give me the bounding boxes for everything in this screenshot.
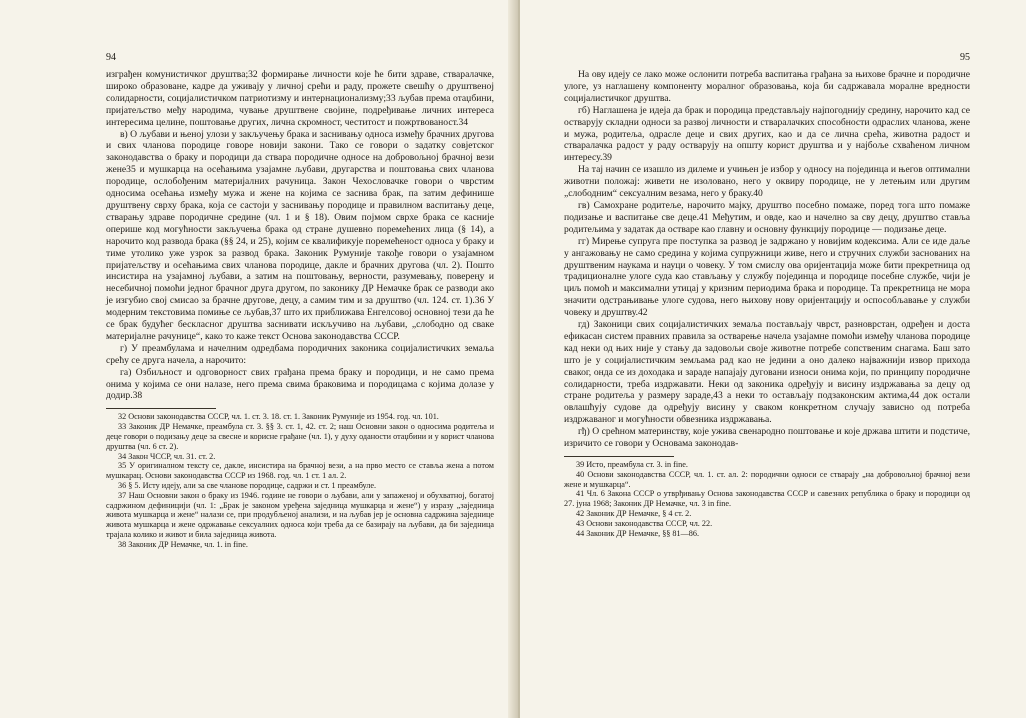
right-paragraph: гг) Мирење супруга пре поступка за развод је задржано у новијим кодексима. Али се иде даље у ангажовању не само средина у којима супружници живе, него и стручних служби заснованих на друштвеним наукама и науци о човеку. У том смислу ова оријентација може бити прекретница од традиционалне улоге суда као стављању у службу појединца и породице посебне службе, чији је циљ помоћ и максимални утицај у кризним периодима брака и породице. Та прекретница не мора значити одстрањивање улоге судова, него њихову нову оријентацију и оспособљавање у служби човеку и друштву.42 <box>564 235 970 319</box>
left-paragraph: г) У преамбулама и начелним одредбама породичних законика социјалистичких земаља срећу се друга начела, а нарочито: <box>106 342 494 366</box>
right-page <box>520 0 1026 718</box>
footnote: 34 Закон ЧССР, чл. 31. ст. 2. <box>118 451 216 461</box>
footnote: 39 Исто, преамбула ст. 3. in fine. <box>576 460 688 469</box>
footnote: 35 У оригиналном тексту се, дакле, инсистира на брачној вези, а на прво место се ставља жена а потом мушкарац. Основи законодавства СССР из 1968. год. чл. 1 ст. 1 ал. 2. <box>106 461 494 481</box>
right-paragraph: гб) Наглашена је идеја да брак и породица представљају најпогоднију средину, нарочито кад се остварују складни односи за развој личности и стваралачких способности одраслих чланова, жене и мужа, родитеља, одрасле деце и свих других, као и да се лична срећа, животна радост и стваралачка радост у раду остварују на општу корист друштва и у најбоље схваћеном личном интересу.39 <box>564 104 970 164</box>
left-paragraph: в) О љубави и њеној улози у закључењу брака и заснивању односа између брачних другова и свих чланова породице говоре новији закони. Тако се говори о задатку совјетског законодавства о браку и породици да ствара породичне односе на добровољној брачној вези жене35 и мушкарца на осећањима узајамне љубави, другарства и поштовања свих чланова породице, ослобођеним материјалних рачуница. Закон Чехословачке говори о чврстим односима осећања између мужа и жене на којима се заснива брак, па затим дефинише друштвену сврху брака, која се састоји у заснивању породице и правилном васпитању деце, стварању здраве породичне средине (чл. 1 и § 18). Овим појмом сврхе брака се касније оперише код могућности закључења брака од стране душевно поремећених лица (§ 14), а нарочито код развода брака (§§ 24, и 25), којим се квалификује поремећеност односа у браку и тиме утолико уже узрок за развод брака. Законик Румуније такође говори о узајамном пријатељству и осећањима свих чланова породице, дакле и брачних другова (чл. 2). Пошто инсистира на узајамној љубави, а затим на поштовању, верности, разумевању, повереңу и несебичној помоћи једног брачног друга другом, по законику ДР Немачке брак се разводи ако је изгубио свој смисао за брачне другове, децу, а самим тим и за друштво (чл. 124. ст. 1).36 У модерним текстовима помиње се љубав,37 што их приближава Енгелсовој основној тези да ће се брак будућег бескласног друштва заснивати искључиво на љубави, „слободно од сваке материјалне рачунице“, како то каже текст Основа законодавства СССР. <box>106 128 494 342</box>
footnote-rule <box>106 408 216 409</box>
right-paragraph: На ову идеју се лако може ослонити потреба васпитања грађана за њихове брачне и породичне улоге, уз наглашену компоненту моралног образовања, која би садржавала моралне вредности социјалистичког друштва. <box>564 69 970 104</box>
right-paragraph: гд) Законици свих социјалистичких земаља постављају чврст, разноврстан, одређен и доста ефикасан систем правних правила за остварење начела узајамне помоћи између чланова породице кад неки од њих није у стању да задовољи своје животне потребе сопственим снагама. Баш зато што је у социјалистичким земљама рад као не једини а оно далеко најважнији извор прихода сваког, онда се из доходака и зараде напајају дуговани износи онима који, по принципу породичне солидарности, треба издржавати. Неки од законика одређују и висину издржавања за децу од стране родитеља у размеру зараде,43 а неки то остављају подзаконским актима,44 док остали овлашћују судове да одређују висину у сваком конкретном случају зависно од потреба издржаваног и могућности обвезника издржавања. <box>564 319 970 426</box>
footnote: 33 Законик ДР Немачке, преамбула ст. 3. §§ 3. ст. 1, 42. ст. 2; наш Основни закон о односима родитеља и деце говори о подизању деце за свесне и корисне грађане (чл. 1), у духу оданости отаџбини и у корист чланова друштва (чл. 6 ст. 2). <box>106 422 494 451</box>
right-page-number: 95 <box>960 52 970 63</box>
footnote: 44 Законик ДР Немачке, §§ 81—86. <box>576 528 700 538</box>
footnote: 40 Основи законодавства СССР, чл. 1. ст. ал. 2: породични односи се стварају „на добровољној брачној вези жене и мушкарца“. <box>564 469 970 489</box>
left-page-number: 94 <box>106 52 116 63</box>
right-paragraph: На тај начин се изашло из дилеме и учињен је избор у односу на појединца и његов оптимални животни положај: живети не изоловано, него у оквиру породице, не у летењим или другим „слободним“ сексуалним везама, него у браку.40 <box>564 164 970 200</box>
right-paragraph: гђ) О срећном материнству, које ужива свенародно поштовање и које држава штити и подстиче, изричито се говори у Основама законодав- <box>564 426 970 450</box>
footnote: 43 Основи законодавства СССР, чл. 22. <box>576 518 713 528</box>
footnote: 37 Наш Основни закон о браку из 1946. године не говори о љубави, али у запаженој и обухватној, богатој садржином дефиницији (чл. 1: „Брак је законом уређена заједница мушкарца и жене“) у изразу „заједница живота мушкарца и жене“ налази се, при продубљеној анализи, и на љубав јер је основна садржина заједнице живота мушкарца и жене одржавање сексуалних односа који треба да се базирају на љубави, да би заједница трајала колико и живот и била заједница живота. <box>106 490 494 539</box>
left-paragraph: га) Озбиљност и одговорност свих грађана према браку и породици, и не само према онима у којима се они налазе, него према свима браковима и породицама с којима долазе у додир.38 <box>106 366 494 402</box>
footnote: 32 Основи законодавства СССР, чл. 1. ст. 3. 18. ст. 1. Законик Румуније из 1954. год. чл. 101. <box>118 412 439 422</box>
right-paragraph: гв) Самохране родитеље, нарочито мајку, друштво посебно помаже, поред тога што помаже подизање и васпитање све деце.41 Међутим, и овде, као и начелно за сву децу, друштво ставља родитељима у задатак да остваре као главну и основну функцију породице — подизање деце. <box>564 199 970 235</box>
footnote-rule <box>564 456 674 457</box>
footnote: 36 § 5. Исту идеју, али за све чланове породице, садржи и ст. 1 преамбуле. <box>118 480 377 490</box>
left-paragraph: изграђен комунистичког друштва;32 формирање личности које ће бити здраве, стваралачке, широко образоване, кадре да уживају у личној срећи и раду, прожете свешћу о друштвеној солидарности, социјалистичком патриотизму и интернационализму;33 љубав према отаџбини, пријатељство међу народима, чување друштвене својине, подређивање личних интереса интересима целине, поштовање других, лична скромност, честитост и пожртвованост.34 <box>106 69 494 128</box>
footnote: 42 Законик ДР Немачке, § 4 ст. 2. <box>576 508 692 518</box>
footnote: 38 Законик ДР Немачке, чл. 1. in fine. <box>118 539 248 549</box>
footnote: 41 Чл. 6 Закона СССР о утврђивању Основа законодавства СССР и савезних република о браку и породици од 27. јуна 1968; Законик ДР Немачке, чл. 3 in fine. <box>564 489 970 509</box>
